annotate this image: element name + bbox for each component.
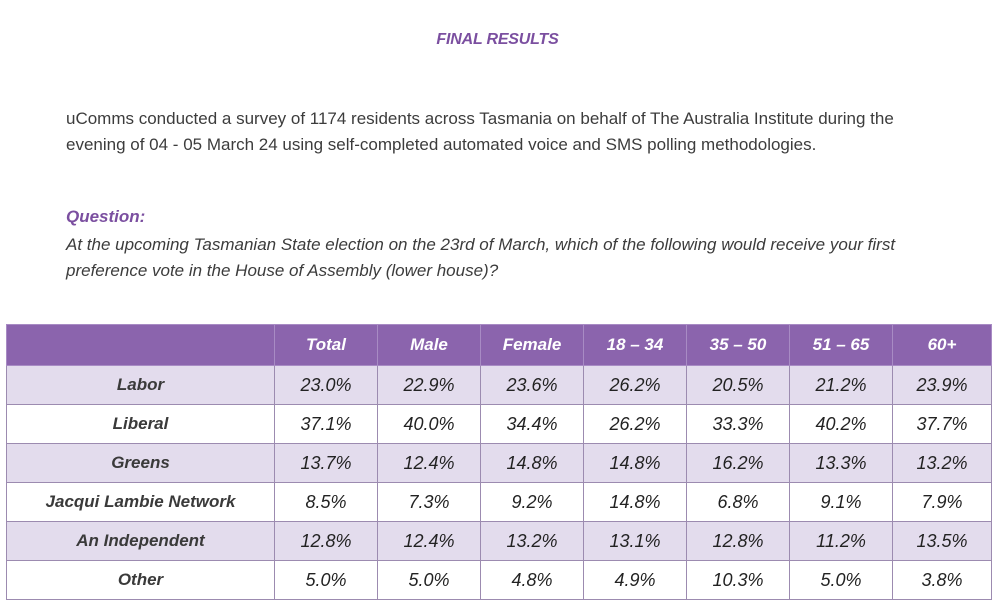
table-cell: 3.8% (893, 561, 992, 600)
table-row (7, 483, 992, 522)
column-header (7, 325, 275, 366)
table-cell: 16.2% (687, 444, 790, 483)
table-cell: 23.6% (481, 366, 584, 405)
table-row (7, 522, 992, 561)
column-header-18-34: 18 – 34 (584, 325, 687, 366)
question-text: At the upcoming Tasmanian State election on the 23rd of March, which of the following would receive your first preference vote in the House of Assembly (lower house)? (66, 235, 896, 280)
table-cell: 23.0% (275, 366, 378, 405)
column-header-35-50: 35 – 50 (687, 325, 790, 366)
table-cell: 5.0% (378, 561, 481, 600)
table-cell: 7.3% (378, 483, 481, 522)
table-cell: 14.8% (584, 483, 687, 522)
table-cell: 23.9% (893, 366, 992, 405)
table-row (7, 444, 992, 483)
table-cell: 4.8% (481, 561, 584, 600)
table-cell: 22.9% (378, 366, 481, 405)
table-cell: 13.7% (275, 444, 378, 483)
question-label: Question: (66, 207, 146, 226)
results-table (6, 324, 992, 600)
table-cell: 37.1% (275, 405, 378, 444)
table-cell: 37.7% (893, 405, 992, 444)
column-header-60-plus: 60+ (893, 325, 992, 366)
table-row (7, 405, 992, 444)
table-cell: 6.8% (687, 483, 790, 522)
page-title: FINAL RESULTS (436, 31, 559, 48)
table-cell: 26.2% (584, 366, 687, 405)
table-cell: 13.5% (893, 522, 992, 561)
table-cell: 26.2% (584, 405, 687, 444)
table-cell: 12.8% (275, 522, 378, 561)
table-cell: 40.0% (378, 405, 481, 444)
table-cell: 12.8% (687, 522, 790, 561)
column-header-total: Total (275, 325, 378, 366)
table-header-row (7, 325, 992, 366)
table-cell: 14.8% (584, 444, 687, 483)
row-label: Greens (7, 444, 275, 483)
table-cell: 9.2% (481, 483, 584, 522)
table-cell: 4.9% (584, 561, 687, 600)
row-label: Other (7, 561, 275, 600)
column-header-male: Male (378, 325, 481, 366)
table-cell: 9.1% (790, 483, 893, 522)
table-cell: 5.0% (790, 561, 893, 600)
table-cell: 14.8% (481, 444, 584, 483)
table-cell: 13.3% (790, 444, 893, 483)
row-label: Jacqui Lambie Network (7, 483, 275, 522)
table-row (7, 561, 992, 600)
table-cell: 20.5% (687, 366, 790, 405)
table-cell: 8.5% (275, 483, 378, 522)
table-cell: 34.4% (481, 405, 584, 444)
intro-paragraph: uComms conducted a survey of 1174 residents across Tasmania on behalf of The Australia Institute during the evening of 04 - 05 March 24 using self-completed automated voice and SMS polling methodologies. (66, 109, 894, 154)
table-cell: 13.1% (584, 522, 687, 561)
table-cell: 12.4% (378, 522, 481, 561)
table-cell: 5.0% (275, 561, 378, 600)
table-cell: 7.9% (893, 483, 992, 522)
table-cell: 40.2% (790, 405, 893, 444)
column-header-51-65: 51 – 65 (790, 325, 893, 366)
column-header-female: Female (481, 325, 584, 366)
row-label: Labor (7, 366, 275, 405)
table-cell: 12.4% (378, 444, 481, 483)
row-label: An Independent (7, 522, 275, 561)
table-row (7, 366, 992, 405)
table-cell: 10.3% (687, 561, 790, 600)
table-cell: 11.2% (790, 522, 893, 561)
table-cell: 13.2% (893, 444, 992, 483)
table-cell: 13.2% (481, 522, 584, 561)
table-cell: 33.3% (687, 405, 790, 444)
row-label: Liberal (7, 405, 275, 444)
table-cell: 21.2% (790, 366, 893, 405)
